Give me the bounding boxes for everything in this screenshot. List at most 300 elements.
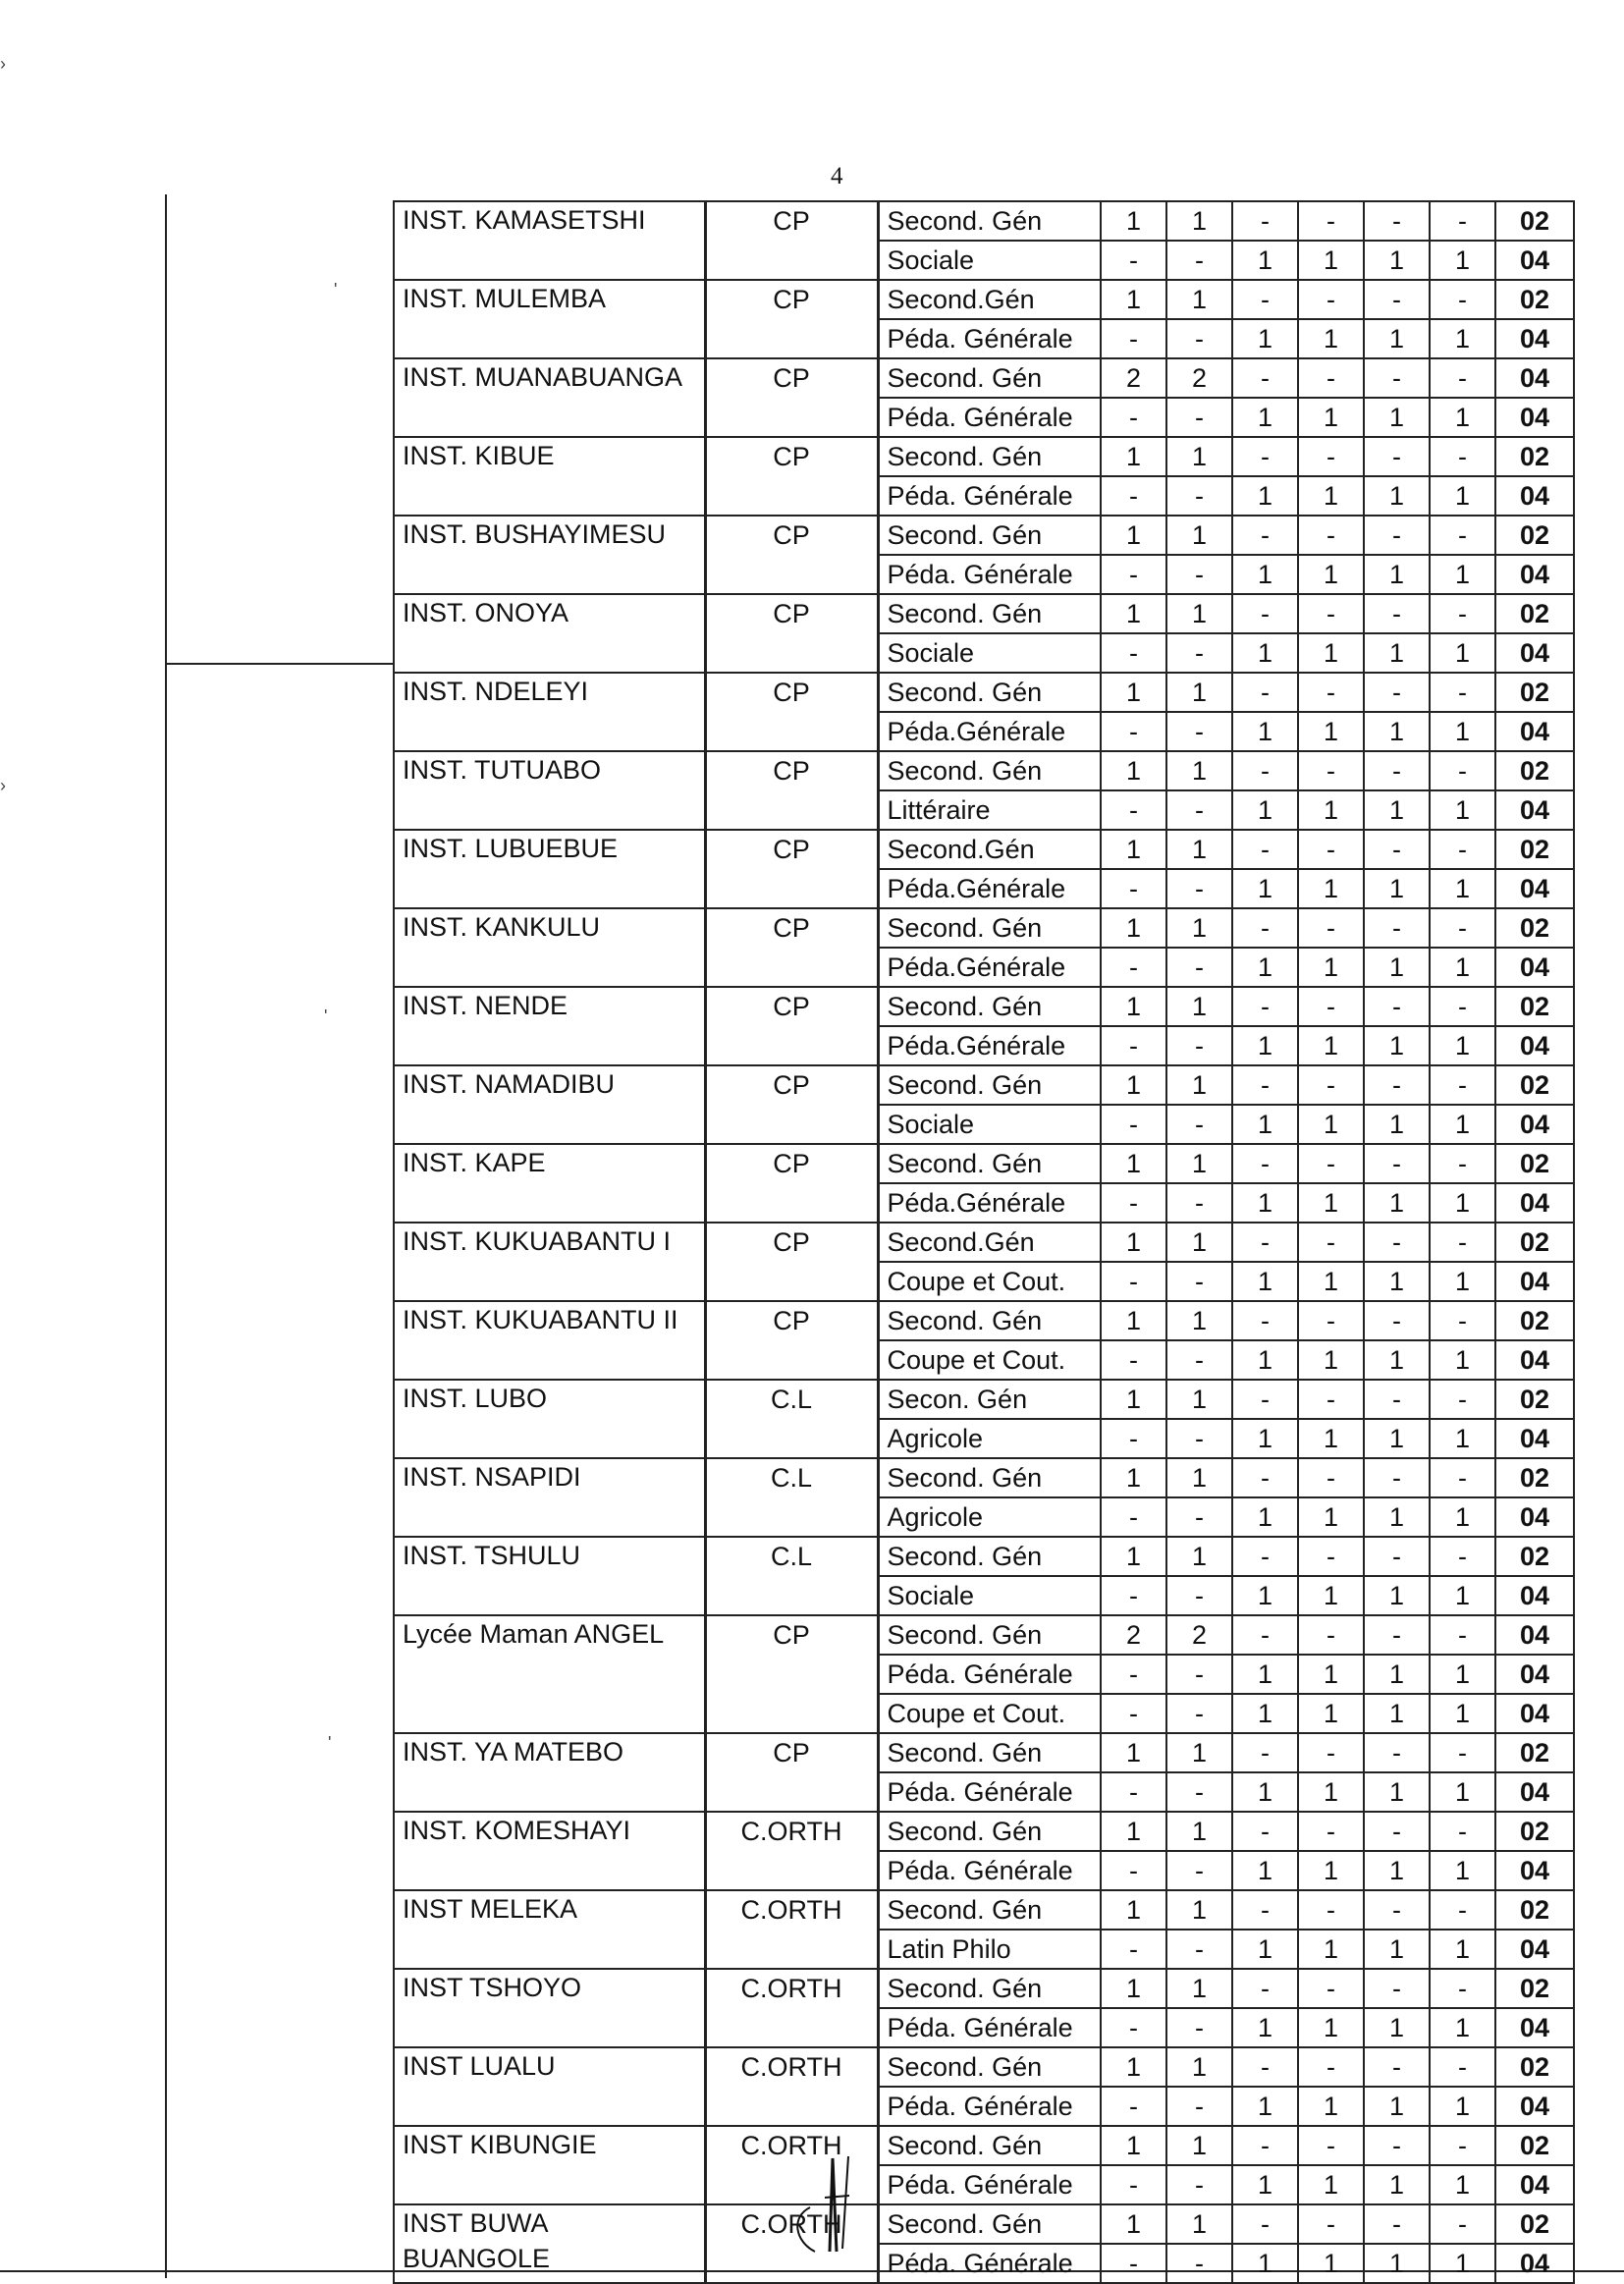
- class-count-cell: -: [1430, 751, 1495, 790]
- table-row: [394, 1733, 1574, 1772]
- total-cell: 02: [1495, 2047, 1574, 2087]
- class-count-cell: -: [1364, 1301, 1430, 1340]
- class-count-cell: 1: [1298, 476, 1364, 516]
- option-cell: Péda. Générale: [878, 398, 1101, 437]
- class-count-cell: 1: [1430, 2008, 1495, 2047]
- class-count-cell: 1: [1166, 1890, 1232, 1930]
- school-type-cell: CP: [705, 594, 878, 673]
- table-row: [394, 1223, 1574, 1262]
- class-count-cell: -: [1430, 1969, 1495, 2008]
- class-count-cell: -: [1232, 1969, 1298, 2008]
- class-count-cell: 1: [1101, 2126, 1166, 2165]
- class-count-cell: 1: [1298, 241, 1364, 280]
- school-type-cell: C.L: [705, 1458, 878, 1537]
- class-count-cell: -: [1232, 594, 1298, 633]
- total-cell: 02: [1495, 437, 1574, 476]
- school-type-cell: CP: [705, 1144, 878, 1223]
- school-type-cell: CP: [705, 908, 878, 987]
- class-count-cell: -: [1166, 1105, 1232, 1144]
- class-count-cell: -: [1232, 987, 1298, 1026]
- class-count-cell: 1: [1364, 476, 1430, 516]
- class-count-cell: 1: [1364, 555, 1430, 594]
- class-count-cell: 1: [1166, 1733, 1232, 1772]
- total-cell: 04: [1495, 241, 1574, 280]
- school-name-cell: INST. KOMESHAYI: [394, 1812, 705, 1890]
- option-cell: Agricole: [878, 1419, 1101, 1458]
- class-count-cell: 1: [1166, 673, 1232, 712]
- option-cell: Second. Gén: [878, 2047, 1101, 2087]
- class-count-cell: 1: [1430, 2165, 1495, 2204]
- class-count-cell: -: [1430, 594, 1495, 633]
- class-count-cell: -: [1166, 1497, 1232, 1537]
- class-count-cell: -: [1298, 358, 1364, 398]
- class-count-cell: -: [1232, 1144, 1298, 1183]
- school-name-cell: INST BUWA BUANGOLE: [394, 2204, 705, 2283]
- option-cell: Second. Gén: [878, 358, 1101, 398]
- school-name-cell: INST. NAMADIBU: [394, 1065, 705, 1144]
- class-count-cell: 1: [1364, 948, 1430, 987]
- table-row: [394, 1537, 1574, 1576]
- total-cell: 02: [1495, 201, 1574, 241]
- class-count-cell: -: [1298, 516, 1364, 555]
- class-count-cell: 1: [1232, 1497, 1298, 1537]
- option-cell: Agricole: [878, 1497, 1101, 1537]
- class-count-cell: 1: [1298, 948, 1364, 987]
- total-cell: 04: [1495, 1340, 1574, 1380]
- class-count-cell: -: [1430, 1615, 1495, 1655]
- class-count-cell: 1: [1430, 633, 1495, 673]
- class-count-cell: -: [1364, 987, 1430, 1026]
- class-count-cell: 1: [1430, 555, 1495, 594]
- option-cell: Péda. Générale: [878, 2008, 1101, 2047]
- option-cell: Second. Gén: [878, 1301, 1101, 1340]
- class-count-cell: -: [1232, 516, 1298, 555]
- school-name-cell: INST LUALU: [394, 2047, 705, 2126]
- class-count-cell: 1: [1298, 790, 1364, 830]
- class-count-cell: 1: [1430, 869, 1495, 908]
- class-count-cell: 1: [1364, 1105, 1430, 1144]
- table-row: [394, 830, 1574, 869]
- school-name-cell: INST. ONOYA: [394, 594, 705, 673]
- class-count-cell: 1: [1232, 555, 1298, 594]
- class-count-cell: -: [1101, 1772, 1166, 1812]
- class-count-cell: 1: [1166, 1458, 1232, 1497]
- class-count-cell: 1: [1298, 1105, 1364, 1144]
- class-count-cell: 1: [1232, 1183, 1298, 1223]
- class-count-cell: 1: [1430, 241, 1495, 280]
- school-name-cell: INST MELEKA: [394, 1890, 705, 1969]
- class-count-cell: 1: [1101, 1223, 1166, 1262]
- class-count-cell: -: [1430, 1065, 1495, 1105]
- school-name-cell: Lycée Maman ANGEL: [394, 1615, 705, 1733]
- class-count-cell: 1: [1364, 1183, 1430, 1223]
- class-count-cell: -: [1232, 1890, 1298, 1930]
- school-type-cell: CP: [705, 987, 878, 1065]
- class-count-cell: -: [1166, 476, 1232, 516]
- class-count-cell: -: [1364, 2126, 1430, 2165]
- class-count-cell: 1: [1430, 1851, 1495, 1890]
- school-name-cell: INST. LUBO: [394, 1380, 705, 1458]
- class-count-cell: -: [1430, 673, 1495, 712]
- class-count-cell: 1: [1166, 437, 1232, 476]
- total-cell: 04: [1495, 398, 1574, 437]
- class-count-cell: -: [1166, 1340, 1232, 1380]
- class-count-cell: 1: [1364, 1262, 1430, 1301]
- class-count-cell: 1: [1430, 948, 1495, 987]
- option-cell: Péda. Générale: [878, 1655, 1101, 1694]
- total-cell: 02: [1495, 280, 1574, 319]
- class-count-cell: -: [1232, 1615, 1298, 1655]
- table-row: [394, 987, 1574, 1026]
- table-row: [394, 1812, 1574, 1851]
- class-count-cell: -: [1166, 241, 1232, 280]
- class-count-cell: -: [1166, 1851, 1232, 1890]
- class-count-cell: -: [1101, 1419, 1166, 1458]
- option-cell: Second. Gén: [878, 987, 1101, 1026]
- class-count-cell: 1: [1364, 1655, 1430, 1694]
- class-count-cell: 1: [1298, 1694, 1364, 1733]
- class-count-cell: 1: [1232, 2165, 1298, 2204]
- class-count-cell: -: [1101, 319, 1166, 358]
- class-count-cell: 1: [1364, 790, 1430, 830]
- left-margin-rule: [165, 194, 167, 2278]
- class-count-cell: 1: [1364, 2008, 1430, 2047]
- class-count-cell: 1: [1232, 1105, 1298, 1144]
- class-count-cell: -: [1232, 830, 1298, 869]
- class-count-cell: 1: [1166, 751, 1232, 790]
- margin-mark: ›: [0, 54, 6, 74]
- class-count-cell: 1: [1430, 476, 1495, 516]
- class-count-cell: 1: [1232, 2008, 1298, 2047]
- class-count-cell: -: [1101, 1262, 1166, 1301]
- class-count-cell: -: [1166, 1576, 1232, 1615]
- class-count-cell: 1: [1364, 1026, 1430, 1065]
- school-name-cell: INST. TUTUABO: [394, 751, 705, 830]
- class-count-cell: -: [1364, 358, 1430, 398]
- class-count-cell: 1: [1232, 241, 1298, 280]
- class-count-cell: 1: [1232, 1340, 1298, 1380]
- class-count-cell: 1: [1364, 2165, 1430, 2204]
- class-count-cell: -: [1298, 1065, 1364, 1105]
- class-count-cell: -: [1232, 437, 1298, 476]
- class-count-cell: -: [1166, 2087, 1232, 2126]
- class-count-cell: -: [1298, 751, 1364, 790]
- class-count-cell: -: [1430, 437, 1495, 476]
- class-count-cell: 1: [1166, 280, 1232, 319]
- class-count-cell: -: [1101, 948, 1166, 987]
- class-count-cell: 1: [1430, 790, 1495, 830]
- option-cell: Second. Gén: [878, 673, 1101, 712]
- total-cell: 02: [1495, 1812, 1574, 1851]
- class-count-cell: -: [1298, 1380, 1364, 1419]
- class-count-cell: -: [1298, 2126, 1364, 2165]
- school-type-cell: CP: [705, 201, 878, 280]
- school-type-cell: C.L: [705, 1380, 878, 1458]
- option-cell: Sociale: [878, 633, 1101, 673]
- total-cell: 02: [1495, 1969, 1574, 2008]
- option-cell: Second. Gén: [878, 908, 1101, 948]
- class-count-cell: -: [1298, 1537, 1364, 1576]
- class-count-cell: -: [1298, 1733, 1364, 1772]
- school-type-cell: CP: [705, 358, 878, 437]
- school-type-cell: CP: [705, 1615, 878, 1733]
- class-count-cell: -: [1166, 1026, 1232, 1065]
- class-count-cell: 1: [1166, 2047, 1232, 2087]
- total-cell: 02: [1495, 594, 1574, 633]
- class-count-cell: 1: [1166, 1144, 1232, 1183]
- option-cell: Secon. Gén: [878, 1380, 1101, 1419]
- table-row: [394, 437, 1574, 476]
- class-count-cell: -: [1232, 1733, 1298, 1772]
- class-count-cell: 1: [1430, 1655, 1495, 1694]
- class-count-cell: 1: [1298, 1262, 1364, 1301]
- total-cell: 04: [1495, 358, 1574, 398]
- class-count-cell: 1: [1101, 1380, 1166, 1419]
- total-cell: 04: [1495, 1694, 1574, 1733]
- class-count-cell: -: [1430, 1223, 1495, 1262]
- class-count-cell: 1: [1232, 633, 1298, 673]
- option-cell: Péda. Générale: [878, 1772, 1101, 1812]
- class-count-cell: 1: [1430, 398, 1495, 437]
- class-count-cell: 1: [1430, 1340, 1495, 1380]
- total-cell: 04: [1495, 2165, 1574, 2204]
- option-cell: Sociale: [878, 1105, 1101, 1144]
- total-cell: 02: [1495, 1223, 1574, 1262]
- class-count-cell: -: [1298, 280, 1364, 319]
- class-count-cell: -: [1364, 201, 1430, 241]
- class-count-cell: -: [1298, 2204, 1364, 2244]
- class-count-cell: 1: [1101, 751, 1166, 790]
- table-row: [394, 1380, 1574, 1419]
- class-count-cell: -: [1101, 2165, 1166, 2204]
- class-count-cell: 1: [1166, 987, 1232, 1026]
- class-count-cell: 1: [1101, 987, 1166, 1026]
- class-count-cell: 1: [1166, 594, 1232, 633]
- option-cell: Second. Gén: [878, 1969, 1101, 2008]
- option-cell: Péda. Générale: [878, 2087, 1101, 2126]
- class-count-cell: 1: [1166, 1065, 1232, 1105]
- class-count-cell: -: [1232, 2204, 1298, 2244]
- class-count-cell: -: [1166, 948, 1232, 987]
- class-count-cell: -: [1364, 1890, 1430, 1930]
- class-count-cell: -: [1101, 555, 1166, 594]
- total-cell: 02: [1495, 1537, 1574, 1576]
- class-count-cell: -: [1166, 712, 1232, 751]
- class-count-cell: -: [1298, 987, 1364, 1026]
- class-count-cell: 1: [1364, 2244, 1430, 2283]
- class-count-cell: 1: [1430, 1930, 1495, 1969]
- class-count-cell: 2: [1166, 358, 1232, 398]
- option-cell: Péda. Générale: [878, 319, 1101, 358]
- class-count-cell: -: [1298, 2047, 1364, 2087]
- class-count-cell: 1: [1232, 476, 1298, 516]
- school-name-cell: INST. KAMASETSHI: [394, 201, 705, 280]
- table-row: [394, 1969, 1574, 2008]
- school-name-cell: INST. KAPE: [394, 1144, 705, 1223]
- class-count-cell: -: [1232, 751, 1298, 790]
- school-type-cell: CP: [705, 830, 878, 908]
- class-count-cell: -: [1430, 908, 1495, 948]
- school-type-cell: C.ORTH: [705, 2126, 878, 2204]
- class-count-cell: 1: [1364, 712, 1430, 751]
- total-cell: 02: [1495, 673, 1574, 712]
- class-count-cell: -: [1364, 1223, 1430, 1262]
- total-cell: 02: [1495, 987, 1574, 1026]
- class-count-cell: 1: [1430, 1183, 1495, 1223]
- school-name-cell: INST. BUSHAYIMESU: [394, 516, 705, 594]
- class-count-cell: 1: [1430, 1105, 1495, 1144]
- option-cell: Péda. Générale: [878, 2165, 1101, 2204]
- total-cell: 02: [1495, 1458, 1574, 1497]
- class-count-cell: -: [1101, 1655, 1166, 1694]
- class-count-cell: -: [1298, 201, 1364, 241]
- class-count-cell: -: [1364, 830, 1430, 869]
- class-count-cell: -: [1166, 869, 1232, 908]
- class-count-cell: -: [1101, 1694, 1166, 1733]
- school-type-cell: C.ORTH: [705, 1969, 878, 2047]
- class-count-cell: 1: [1298, 1340, 1364, 1380]
- class-count-cell: 1: [1232, 712, 1298, 751]
- class-count-cell: 1: [1430, 1497, 1495, 1537]
- class-count-cell: -: [1166, 1694, 1232, 1733]
- class-count-cell: -: [1298, 1890, 1364, 1930]
- class-count-cell: -: [1101, 241, 1166, 280]
- option-cell: Second. Gén: [878, 2204, 1101, 2244]
- school-name-cell: INST TSHOYO: [394, 1969, 705, 2047]
- class-count-cell: 1: [1232, 1576, 1298, 1615]
- option-cell: Second.Gén: [878, 280, 1101, 319]
- total-cell: 02: [1495, 1065, 1574, 1105]
- school-type-cell: C.L: [705, 1537, 878, 1615]
- class-count-cell: 1: [1232, 319, 1298, 358]
- class-count-cell: 1: [1364, 1340, 1430, 1380]
- school-name-cell: INST. NSAPIDI: [394, 1458, 705, 1537]
- signature-mark: [776, 2139, 884, 2257]
- total-cell: 04: [1495, 1262, 1574, 1301]
- class-count-cell: -: [1298, 594, 1364, 633]
- total-cell: 04: [1495, 1851, 1574, 1890]
- margin-mark: ': [324, 1006, 328, 1026]
- total-cell: 02: [1495, 1144, 1574, 1183]
- class-count-cell: 1: [1101, 1458, 1166, 1497]
- class-count-cell: -: [1101, 1851, 1166, 1890]
- school-type-cell: CP: [705, 1733, 878, 1812]
- class-count-cell: -: [1232, 280, 1298, 319]
- school-name-cell: INST. KUKUABANTU II: [394, 1301, 705, 1380]
- class-count-cell: 1: [1298, 1497, 1364, 1537]
- class-count-cell: -: [1101, 1026, 1166, 1065]
- class-count-cell: 1: [1364, 1694, 1430, 1733]
- class-count-cell: -: [1364, 1812, 1430, 1851]
- table-row: [394, 358, 1574, 398]
- class-count-cell: -: [1364, 516, 1430, 555]
- school-type-cell: C.ORTH: [705, 2204, 878, 2283]
- school-type-cell: CP: [705, 1065, 878, 1144]
- class-count-cell: 1: [1298, 1772, 1364, 1812]
- class-count-cell: -: [1166, 1930, 1232, 1969]
- class-count-cell: 1: [1298, 1183, 1364, 1223]
- class-count-cell: -: [1430, 1537, 1495, 1576]
- school-name-cell: INST. NDELEYI: [394, 673, 705, 751]
- class-count-cell: 1: [1166, 1301, 1232, 1340]
- class-count-cell: 1: [1101, 2047, 1166, 2087]
- table-row: [394, 1890, 1574, 1930]
- class-count-cell: 1: [1364, 1576, 1430, 1615]
- class-count-cell: -: [1430, 1301, 1495, 1340]
- class-count-cell: 1: [1298, 319, 1364, 358]
- option-cell: Second.Gén: [878, 1223, 1101, 1262]
- class-count-cell: -: [1430, 1890, 1495, 1930]
- class-count-cell: 1: [1298, 1655, 1364, 1694]
- class-count-cell: 1: [1101, 1301, 1166, 1340]
- class-count-cell: 1: [1298, 2244, 1364, 2283]
- table-row: [394, 1458, 1574, 1497]
- class-count-cell: -: [1364, 2204, 1430, 2244]
- class-count-cell: 1: [1430, 1772, 1495, 1812]
- total-cell: 04: [1495, 1615, 1574, 1655]
- class-count-cell: -: [1298, 1458, 1364, 1497]
- class-count-cell: 1: [1298, 2087, 1364, 2126]
- class-count-cell: 1: [1101, 1890, 1166, 1930]
- class-count-cell: 1: [1430, 712, 1495, 751]
- total-cell: 02: [1495, 1380, 1574, 1419]
- class-count-cell: -: [1232, 673, 1298, 712]
- school-type-cell: CP: [705, 1223, 878, 1301]
- class-count-cell: -: [1101, 790, 1166, 830]
- school-type-cell: C.ORTH: [705, 1812, 878, 1890]
- option-cell: Péda. Générale: [878, 1851, 1101, 1890]
- class-count-cell: -: [1166, 1262, 1232, 1301]
- class-count-cell: -: [1101, 1340, 1166, 1380]
- total-cell: 04: [1495, 1105, 1574, 1144]
- class-count-cell: -: [1298, 1223, 1364, 1262]
- class-count-cell: -: [1364, 751, 1430, 790]
- class-count-cell: 1: [1232, 1930, 1298, 1969]
- class-count-cell: 1: [1232, 1026, 1298, 1065]
- option-cell: Second. Gén: [878, 1458, 1101, 1497]
- option-cell: Péda.Générale: [878, 1183, 1101, 1223]
- table-row: [394, 1615, 1574, 1655]
- school-name-cell: INST. KANKULU: [394, 908, 705, 987]
- class-count-cell: 1: [1364, 398, 1430, 437]
- class-count-cell: -: [1430, 830, 1495, 869]
- class-count-cell: 1: [1232, 790, 1298, 830]
- margin-mark: ': [328, 1733, 332, 1753]
- total-cell: 04: [1495, 1183, 1574, 1223]
- option-cell: Second. Gén: [878, 1890, 1101, 1930]
- total-cell: 04: [1495, 948, 1574, 987]
- class-count-cell: -: [1430, 1380, 1495, 1419]
- class-count-cell: -: [1430, 2047, 1495, 2087]
- class-count-cell: 1: [1166, 1380, 1232, 1419]
- class-count-cell: -: [1430, 358, 1495, 398]
- class-count-cell: 1: [1298, 712, 1364, 751]
- school-type-cell: CP: [705, 673, 878, 751]
- total-cell: 04: [1495, 1419, 1574, 1458]
- class-count-cell: 1: [1101, 908, 1166, 948]
- class-count-cell: -: [1166, 1183, 1232, 1223]
- option-cell: Péda.Générale: [878, 712, 1101, 751]
- class-count-cell: 1: [1166, 1969, 1232, 2008]
- class-count-cell: -: [1166, 555, 1232, 594]
- class-count-cell: -: [1101, 1930, 1166, 1969]
- option-cell: Péda. Générale: [878, 2244, 1101, 2283]
- table-row: [394, 201, 1574, 241]
- class-count-cell: 1: [1364, 869, 1430, 908]
- school-name-cell: INST. KIBUE: [394, 437, 705, 516]
- total-cell: 02: [1495, 830, 1574, 869]
- schools-options-table: [393, 200, 1575, 2284]
